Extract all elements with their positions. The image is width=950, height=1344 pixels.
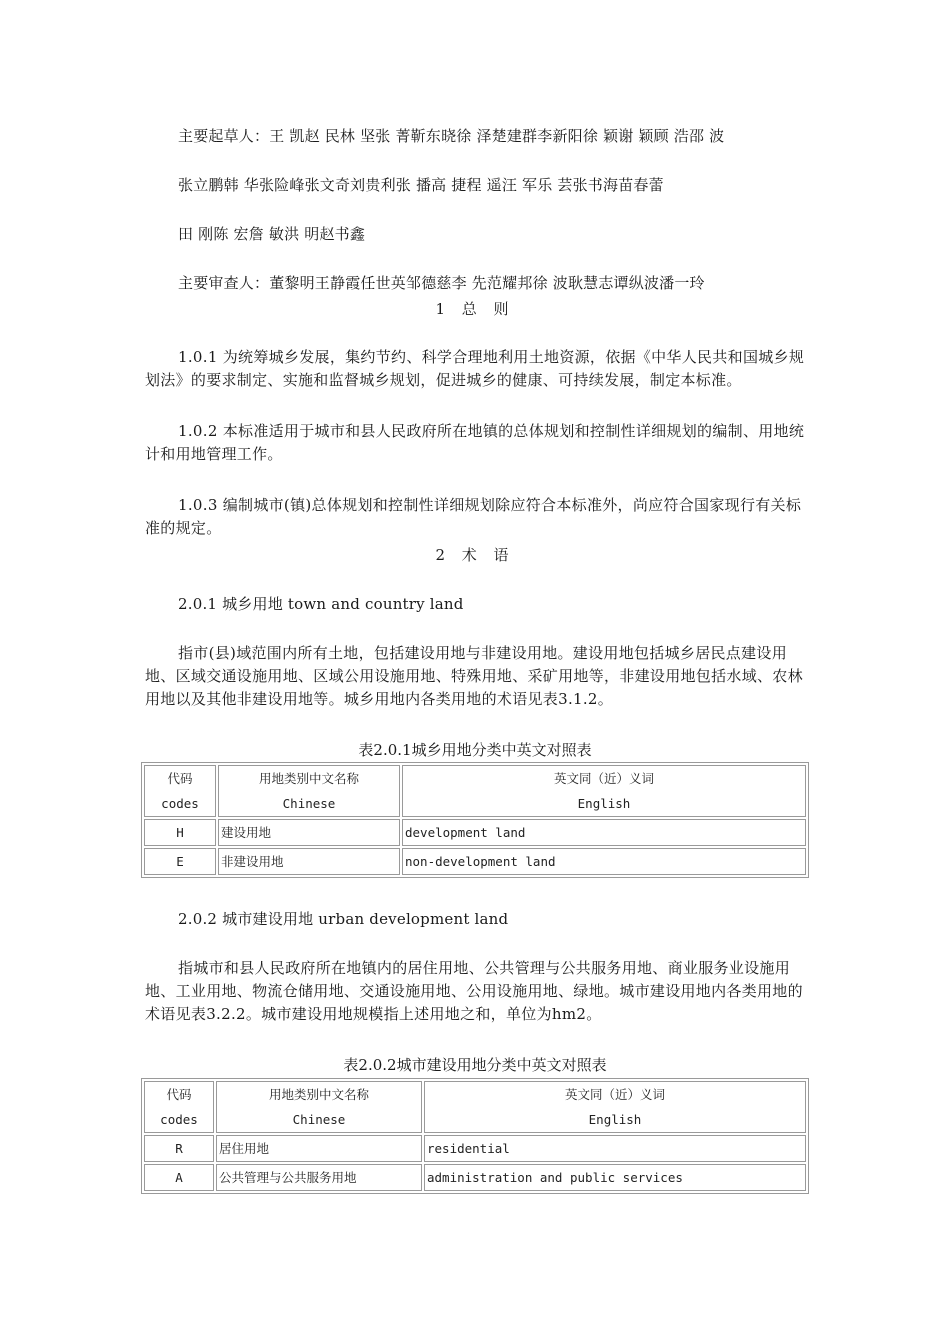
header-chinese-zh: 用地类别中文名称 (258, 771, 359, 786)
table-header-row (144, 1081, 806, 1133)
table-row (144, 1135, 806, 1162)
term-2-0-1-definition: 指市(县)域范围内所有土地，包括建设用地与非建设用地。建设用地包括城乡居民点建设用地、区域交通设施用地、区域公用设施用地、特殊用地、采矿用地等，非建设用地包括水域、农林用地以及其他非建设用地等。城乡用地内各类用地的术语见表3.1.2。 (145, 644, 803, 708)
header-code (144, 765, 216, 817)
header-chinese-name (216, 1081, 422, 1133)
chinese-name-cell: 公共管理与公共服务用地 (216, 1164, 422, 1191)
header-english-en: English (588, 1112, 642, 1127)
header-english-zh: 英文同（近）义词 (553, 771, 654, 786)
chapter-2-title: 2 术 语 (435, 546, 515, 564)
table-row (144, 1164, 806, 1191)
term-2-0-1-title: 2.0.1 城乡用地 town and country land (178, 595, 464, 613)
table-1-caption: 表2.0.1城乡用地分类中英文对照表 (358, 741, 592, 759)
drafters-line-2: 张立鹏韩 华张险峰张文奇刘贵利张 播高 捷程 遥汪 军乐 芸张书海苗春蕾 (178, 176, 664, 194)
drafters-line-3: 田 刚陈 宏詹 敏洪 明赵书鑫 (178, 225, 366, 243)
code-cell: E (144, 848, 216, 875)
header-code-zh: 代码 (166, 1087, 192, 1102)
header-code (144, 1081, 214, 1133)
header-code-zh: 代码 (167, 771, 193, 786)
chapter-1-title: 1 总 则 (435, 300, 515, 318)
header-english-en: English (577, 796, 631, 811)
table-row (144, 819, 806, 846)
clause-1-0-1: 1.0.1 为统筹城乡发展，集约节约、科学合理地利用土地资源，依据《中华人民共和国城乡规划法》的要求制定、实施和监督城乡规划，促进城乡的健康、可持续发展，制定本标准。 (145, 348, 805, 389)
table-1 (141, 762, 809, 878)
code-cell: R (144, 1135, 214, 1162)
chinese-name-cell: 建设用地 (218, 819, 400, 846)
english-name-cell: development land (402, 819, 806, 846)
table-2-caption: 表2.0.2城市建设用地分类中英文对照表 (343, 1056, 607, 1074)
header-english-zh: 英文同（近）义词 (564, 1087, 665, 1102)
table-header-row (144, 765, 806, 817)
code-cell: H (144, 819, 216, 846)
header-code-en: codes (160, 1112, 198, 1127)
clause-1-0-2: 1.0.2 本标准适用于城市和县人民政府所在地镇的总体规划和控制性详细规划的编制、用地统计和用地管理工作。 (145, 422, 805, 463)
english-name-cell: non-development land (402, 848, 806, 875)
chinese-name-cell: 非建设用地 (218, 848, 400, 875)
header-chinese-zh: 用地类别中文名称 (268, 1087, 369, 1102)
reviewers-line: 主要审查人：董黎明王静霞任世英邹德慈李 先范耀邦徐 波耿慧志谭纵波潘一玲 (178, 274, 705, 292)
table-2 (141, 1078, 809, 1194)
english-name-cell: residential (424, 1135, 806, 1162)
header-chinese-en: Chinese (292, 1112, 346, 1127)
chinese-name-cell: 居住用地 (216, 1135, 422, 1162)
header-chinese-en: Chinese (282, 796, 336, 811)
table-row (144, 848, 806, 875)
term-2-0-2-title: 2.0.2 城市建设用地 urban development land (178, 910, 509, 928)
header-english-name (424, 1081, 806, 1133)
drafters-line-1: 主要起草人：王 凯赵 民林 坚张 菁靳东晓徐 泽楚建群李新阳徐 颖谢 颖顾 浩邵 波 (178, 127, 725, 145)
header-code-en: codes (161, 796, 199, 811)
english-name-cell: administration and public services (424, 1164, 806, 1191)
header-chinese-name (218, 765, 400, 817)
code-cell: A (144, 1164, 214, 1191)
header-english-name (402, 765, 806, 817)
clause-1-0-3: 1.0.3 编制城市(镇)总体规划和控制性详细规划除应符合本标准外，尚应符合国家现行有关标准的规定。 (145, 496, 802, 537)
term-2-0-2-definition: 指城市和县人民政府所在地镇内的居住用地、公共管理与公共服务用地、商业服务业设施用地、工业用地、物流仓储用地、交通设施用地、公用设施用地、绿地。城市建设用地内各类用地的术语见表3.2.2。城市建设用地规模指上述用地之和，单位为hm2。 (145, 959, 803, 1023)
